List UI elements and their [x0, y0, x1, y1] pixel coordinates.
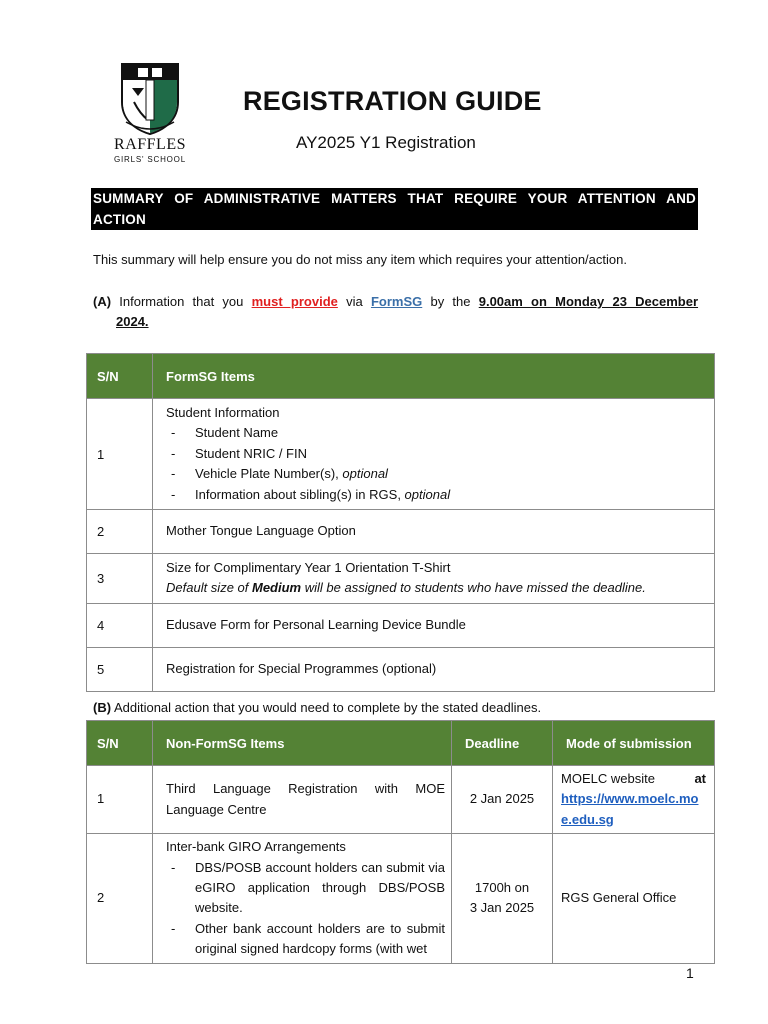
row-item: [153, 834, 452, 963]
row-sn: 2: [87, 834, 153, 963]
formsg-items-table: [86, 353, 715, 692]
row-deadline: 1700h on 3 Jan 2025: [452, 834, 553, 963]
row-item: Mother Tongue Language Option: [153, 510, 715, 554]
header-deadline: Deadline: [452, 721, 553, 766]
page-number: 1: [686, 965, 694, 981]
logo-subtext: GIRLS' SCHOOL: [114, 155, 186, 164]
school-logo: [112, 62, 188, 164]
list-item: - Vehicle Plate Number(s), optional: [171, 466, 388, 482]
table-row: [87, 603, 715, 647]
row-sn: 3: [87, 554, 153, 604]
list-item: - Other bank account holders are to submit original signed hardcopy forms (with wet: [171, 920, 445, 957]
table-row: [87, 510, 715, 554]
section-a-deadline-year: 2024.: [116, 314, 149, 329]
row-title: Size for Complimentary Year 1 Orientation T-Shirt: [166, 560, 451, 576]
row-sn: 4: [87, 603, 153, 647]
page-title: REGISTRATION GUIDE: [243, 86, 542, 116]
row-item: Edusave Form for Personal Learning Device Bundle: [153, 603, 715, 647]
table-row: [87, 647, 715, 691]
row-item: [153, 399, 715, 510]
section-a-text-2: via: [337, 294, 371, 309]
section-b-text: Additional action that you would need to complete by the stated deadlines.: [111, 700, 542, 715]
row-title: Inter-bank GIRO Arrangements: [166, 839, 346, 855]
row-item: [153, 554, 715, 604]
table-row: [87, 554, 715, 604]
section-a-text-1: Information that you: [111, 294, 252, 309]
header-sn: S/N: [87, 721, 153, 766]
list-item: - DBS/POSB account holders can submit via eGIRO application through DBS/POSB website.: [171, 859, 445, 916]
row-item: Registration for Special Programmes (optional): [153, 647, 715, 691]
list-item: - Student Name: [171, 425, 279, 441]
row-deadline: 2 Jan 2025: [452, 766, 553, 834]
page-subtitle: AY2025 Y1 Registration: [296, 133, 476, 152]
non-formsg-items-table: [86, 720, 715, 964]
logo-wordmark: RAFFLES: [114, 136, 186, 153]
section-a-deadline: 9.00am on Monday 23 December: [478, 294, 699, 309]
table-header-row: [87, 721, 715, 766]
must-provide-text: must provide: [251, 294, 338, 309]
school-crest-icon: [120, 62, 180, 136]
section-a-label: (A): [93, 294, 112, 309]
formsg-link[interactable]: FormSG: [370, 294, 423, 309]
row-note: Default size of Medium will be assigned to students who have missed the deadline.: [166, 580, 646, 596]
list-item: - Information about sibling(s) in RGS, optional: [171, 486, 451, 502]
row-sn: 5: [87, 647, 153, 691]
row-item: Third Language Registration with MOE Language Centre: [153, 766, 452, 834]
section-b-label: (B): [93, 700, 112, 715]
table-row: [87, 766, 715, 834]
table-row: [87, 399, 715, 510]
section-b-heading: [93, 700, 541, 715]
table-header-row: [87, 354, 715, 399]
intro-text: This summary will help ensure you do not miss any item which requires your attention/action.: [93, 252, 627, 267]
table-row: [87, 834, 715, 963]
moelc-link[interactable]: https://www.moelc.moe.edu.sg: [561, 791, 699, 827]
section-a-text-3: by the: [422, 294, 479, 309]
row-sn: 2: [87, 510, 153, 554]
row-title: Student Information: [166, 405, 280, 420]
banner-line-1: SUMMARY OF ADMINISTRATIVE MATTERS THAT REQUIRE YOUR ATTENTION AND: [93, 191, 696, 206]
header-sn: S/N: [87, 354, 153, 399]
row-mode: RGS General Office: [553, 834, 715, 963]
list-item: - Student NRIC / FIN: [171, 445, 307, 461]
row-mode: MOELC website at https://www.moelc.moe.edu.sg: [553, 766, 715, 834]
header-non-formsg-items: Non-FormSG Items: [153, 721, 452, 766]
summary-banner: [91, 188, 698, 230]
header-formsg-items: FormSG Items: [153, 354, 715, 399]
banner-line-2: ACTION: [93, 212, 146, 227]
header-mode-of-submission: Mode of submission: [553, 721, 715, 766]
section-a-heading: [93, 292, 698, 332]
row-sn: 1: [87, 399, 153, 510]
row-sn: 1: [87, 766, 153, 834]
